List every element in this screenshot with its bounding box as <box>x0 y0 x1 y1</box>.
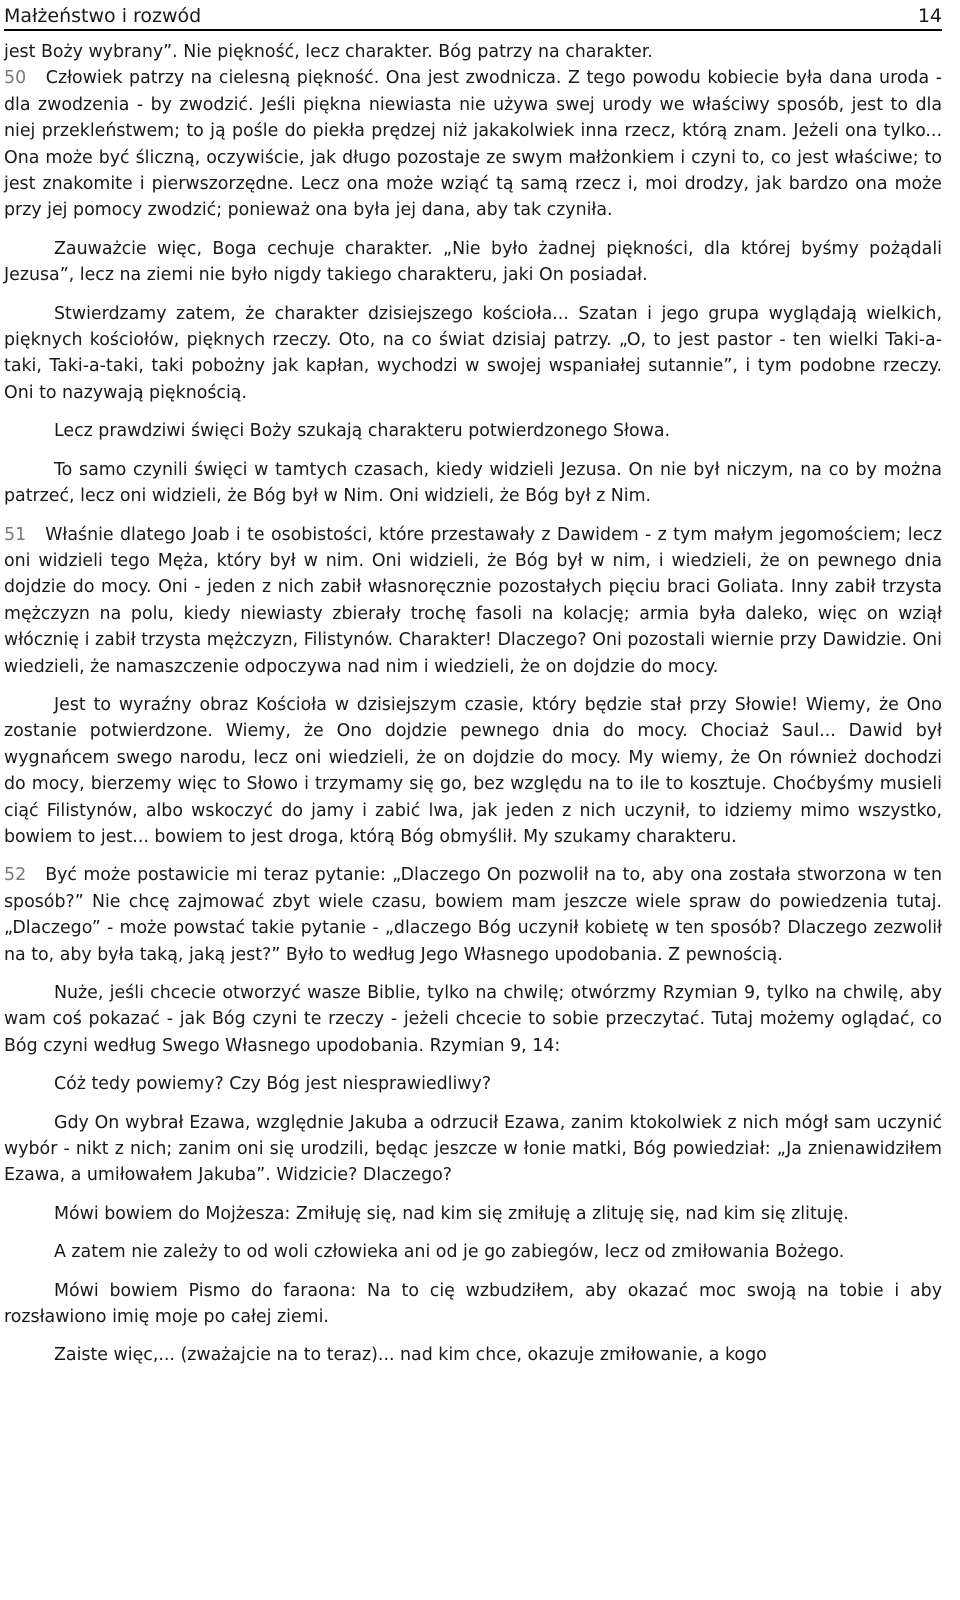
scripture-quote: Cóż tedy powiemy? Czy Bóg jest niesprawiedliwy? <box>54 1074 492 1095</box>
paragraph: To samo czynili święci w tamtych czasach, kiedy widzieli Jezusa. On nie był niczym, na co by można patrzeć, lecz oni widzieli, że Bóg był w Nim. Oni widzieli, że Bóg był z Nim. <box>4 459 942 507</box>
paragraph-number: 51 <box>4 524 27 545</box>
page-header <box>4 0 942 31</box>
paragraph: Gdy On wybrał Ezawa, względnie Jakuba a odrzucił Ezawa, zanim ktokolwiek z nich mógł sam uczynić wybór - nikt z nich; zanim oni się urodzili, będąc jeszcze w łonie matki, Bóg powiedział: „Ja znienawidziłem Ezawa, a umiłowałem Jakuba”. Widzicie? Dlaczego? <box>4 1112 942 1186</box>
scripture-quote: Mówi bowiem Pismo do faraona: Na to cię wzbudziłem, aby okazać moc swoją na tobie i aby rozsławiono imię moje po całej ziemi. <box>4 1280 942 1328</box>
paragraph: Zauważcie więc, Boga cechuje charakter. „Nie było żadnej piękności, dla której byśmy pożądali Jezusa”, lecz na ziemi nie było nigdy takiego charakteru, jaki On posiadał. <box>4 238 942 286</box>
paragraph-number: 50 <box>4 68 27 89</box>
paragraph: Jest to wyraźny obraz Kościoła w dzisiejszym czasie, który będzie stał przy Słowie! Wiemy, że Ono zostanie potwierdzone. Wiemy, że Ono dojdzie pewnego dnia do mocy. Chociaż Saul... Dawid był wygnańcem swego narodu, lecz oni wiedzieli, że on dojdzie do mocy. My wiemy, że On również dochodzi do mocy, bierzemy więc to Słowo i trzymamy się go, bez względu na to ile to kosztuje. Choćbyśmy musieli ciąć Filistynów, albo wskoczyć do jamy i zabić lwa, jak jeden z nich uczynił, to idziemy mimo wszystko, bowiem to jest... bowiem to jest droga, którą Bóg obmyślił. My szukamy charakteru. <box>4 694 942 847</box>
paragraph: Stwierdzamy zatem, że charakter dzisiejszego kościoła... Szatan i jego grupa wyglądają wielkich, pięknych kościołów, pięknych rzeczy. Oto, na co świat dzisiaj patrzy. „O, to jest pastor - ten wielki Taki-a-taki, Taki-a-taki, taki pobożny jak kapłan, wychodzi w swojej wspaniałej sutannie”, i tym podobne rzeczy. Oni to nazywają pięknością. <box>4 303 942 403</box>
paragraph-52: 52 Być może postawicie mi teraz pytanie: „Dlaczego On pozwolił na to, aby ona została stworzona w ten sposób?” Nie chcę zajmować zbyt wiele czasu, bowiem mam jeszcze wiele spraw do powiedzenia tutaj. „Dlaczego” - może powstać takie pytanie - „dlaczego Bóg uczynił kobietę w ten sposób? Dlaczego zezwolił na to, aby była taką, jaką jest?” Było to według Jego Własnego upodobania. Z pewnością. <box>4 865 942 965</box>
page-number: 14 <box>917 5 942 27</box>
paragraph-50: 50 Człowiek patrzy na cielesną piękność. Ona jest zwodnicza. Z tego powodu kobiecie była dana uroda - dla zwodzenia - by zwodzić. Jeśli piękna niewiasta nie używa swej urody we właściwy sposób, jest to dla niej przekleństwem; to ją pośle do piekła prędzej niż jakakolwiek inna rzecz, którą znam. Jeżeli ona tylko... Ona może być śliczną, oczywiście, jak długo pozostaje ze swym małżonkiem i czyni to, co jest właściwe; to jest znakomite i pierwszorzędne. Lecz ona może wziąć tą samą rzecz i, moi drodzy, jak bardzo ona może przy jej pomocy zwodzić; ponieważ ona była jej dana, aby tak czyniła. <box>4 68 942 221</box>
paragraph-number: 52 <box>4 865 27 886</box>
document-body <box>4 31 942 1369</box>
scripture-quote: A zatem nie zależy to od woli człowieka ani od je go zabiegów, lecz od zmiłowania Bożego. <box>54 1242 845 1263</box>
paragraph-51: 51 Właśnie dlatego Joab i te osobistości, które przestawały z Dawidem - z tym małym jegomościem; lecz oni widzieli tego Męża, który był w nim. Oni widzieli, że Bóg był w nim, i wiedzieli, że on pewnego dnia dojdzie do mocy. Oni - jeden z nich zabił własnoręcznie pozostałych pięciu braci Goliata. Inny zabił trzysta mężczyzn na polu, kiedy niewiasty zbierały trochę fasoli na kolację; armia była daleko, więc on wziął włócznię i zabił trzysta mężczyzn, Filistynów. Charakter! Dlaczego? Oni pozostali wiernie przy Dawidzie. Oni wiedzieli, że namaszczenie odpoczywa nad nim i wiedzieli, że on dojdzie do mocy. <box>4 524 942 677</box>
paragraph: jest Boży wybrany”. Nie piękność, lecz charakter. Bóg patrzy na charakter. <box>4 42 653 62</box>
paragraph: Lecz prawdziwi święci Boży szukają charakteru potwierdzonego Słowa. <box>54 421 671 442</box>
paragraph: Nuże, jeśli chcecie otworzyć wasze Biblie, tylko na chwilę; otwórzmy Rzymian 9, tylko na chwilę, aby wam coś pokazać - jak Bóg czyni te rzeczy - jeżeli chcecie to sobie przeczytać. Tutaj możemy oglądać, co Bóg czyni według Swego Własnego upodobania. Rzymian 9, 14: <box>4 983 942 1056</box>
scripture-quote: Mówi bowiem do Mojżesza: Zmiłuję się, nad kim się zmiłuję a zlituję się, nad kim się zlituję. <box>54 1203 849 1224</box>
document-title: Małżeństwo i rozwód <box>4 5 202 27</box>
paragraph: Zaiste więc,... (zważajcie na to teraz)... nad kim chce, okazuje zmiłowanie, a kogo <box>54 1345 767 1366</box>
